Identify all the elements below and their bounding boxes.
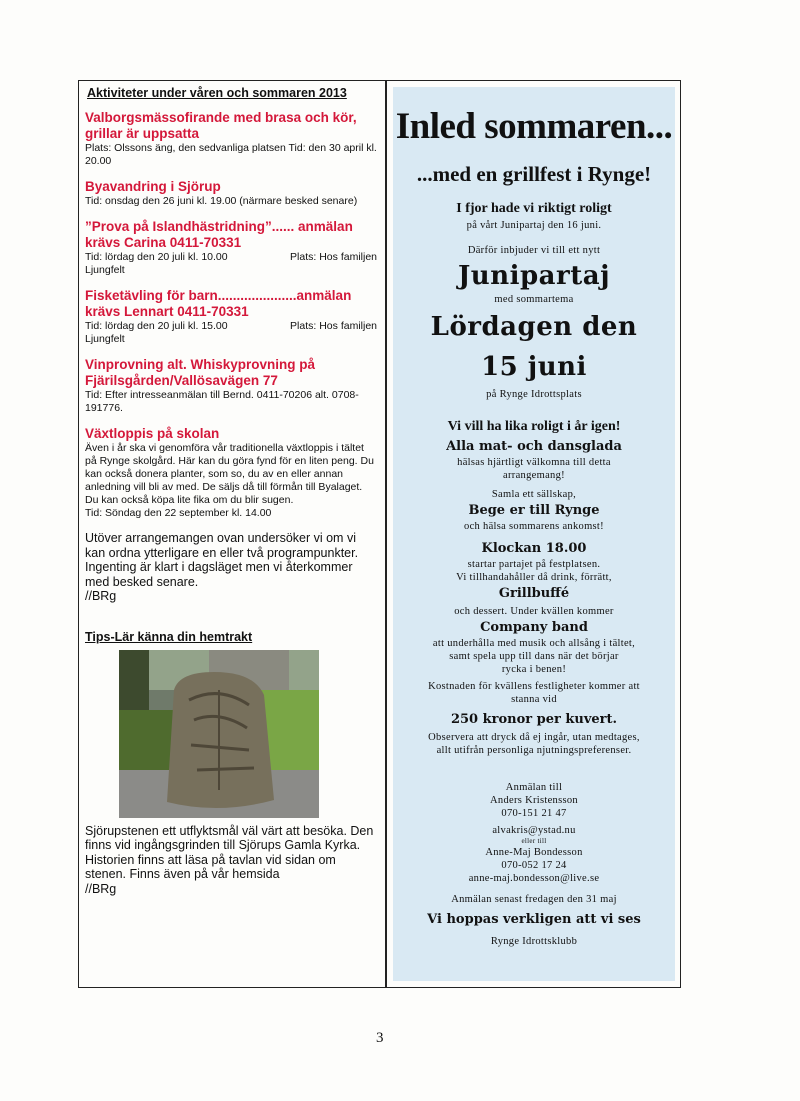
activity-fisketavling (85, 288, 377, 346)
poster-line: att underhålla med musik och allsång i tältet, (432, 638, 636, 649)
column-divider (385, 80, 387, 988)
activity-valborg (85, 110, 377, 168)
caption-signature: //BRg (85, 881, 117, 896)
poster-contact-name: Anders Kristensson (490, 795, 578, 806)
activity-detail-row (85, 320, 377, 333)
poster-line: på vårt Junipartaj den 16 juni. (466, 220, 602, 231)
poster-contact-phone: 070-151 21 47 (501, 808, 567, 819)
poster-contact-name: Anne-Maj Bondesson (485, 847, 583, 858)
poster-contact-email: alvakris@ystad.nu (492, 825, 576, 836)
activity-title: Vinprovning alt. Whiskyprovning på Fjärilsgården/Vallösavägen 77 (85, 357, 316, 388)
poster-line: stanna vid (511, 694, 557, 705)
poster-line: Grillbuffé (498, 586, 570, 601)
poster-line: Vi vill ha lika roligt i år igen! (447, 419, 621, 434)
activity-detail: Plats: Olssons äng, den sedvanliga platsen Tid: den 30 april kl. 20.00 (85, 142, 377, 167)
poster-line: Observera att dryck då ej ingår, utan medtages, (428, 732, 640, 743)
poster-price: 250 kronor per kuvert. (450, 712, 618, 727)
poster-line: allt utifrån personliga njutningspreferenser. (436, 745, 632, 756)
outro-signature: //BRg (85, 589, 117, 603)
poster-date-line: Lördagen den (430, 312, 638, 342)
poster-organizer: Rynge Idrottsklubb (490, 936, 578, 947)
activity-time: Tid: Söndag den 22 september kl. 14.00 (85, 507, 272, 519)
poster-subtitle: ...med en grillfest i Rynge! (416, 162, 652, 186)
activity-place: Plats: Hos familjen (290, 320, 377, 332)
poster-line: Anmälan till (505, 782, 563, 793)
poster-deadline: Anmälan senast fredagen den 31 maj (451, 894, 617, 905)
poster-line: Därför inbjuder vi till ett nytt (467, 245, 601, 256)
poster-line: rycka i benen! (501, 664, 567, 675)
activity-place: Plats: Hos familjen (290, 251, 377, 263)
poster-band: Company band (480, 620, 588, 635)
poster-closing: Vi hoppas verkligen att vi ses (427, 912, 641, 927)
poster-line: Alla mat- och dansglada (446, 439, 622, 454)
activity-islandhast (85, 219, 377, 277)
activity-detail: Tid: Efter intresseanmälan till Bernd. 0411-70206 alt. 0708-191776. (85, 389, 359, 414)
activity-title: Byavandring i Sjörup (85, 179, 221, 194)
poster-line: startar partajet på festplatsen. (467, 559, 601, 570)
activities-heading: Aktiviteter under våren och sommaren 2013 (87, 86, 347, 100)
poster-line: arrangemang! (503, 470, 565, 481)
photo-caption: Sjörupstenen ett utflyktsmål väl värt att besöka. Den finns vid ingångsgrinden till Sjörups Gamla Kyrka. Historien finns att läsa på tavlan vid sidan om stenen. Finns även på vår hemsida (85, 823, 374, 881)
runestone-photo (119, 650, 319, 818)
activities-column (85, 86, 377, 896)
page-number: 3 (376, 1030, 384, 1046)
activity-byavandring (85, 179, 377, 208)
activity-title: Fisketävling för barn.....................anmälan krävs Lennart 0411-70331 (85, 288, 352, 319)
activity-time: Tid: lördag den 20 juli kl. 10.00 (85, 251, 228, 263)
poster-line: och hälsa sommarens ankomst! (464, 521, 604, 532)
activity-title: ”Prova på Islandhästridning”...... anmälan krävs Carina 0411-70331 (85, 219, 353, 250)
poster-contact-email: anne-maj.bondesson@live.se (468, 873, 600, 884)
activity-title: Valborgsmässofirande med brasa och kör, grillar är uppsatta (85, 110, 357, 141)
poster-line: Bege er till Rynge (468, 503, 600, 518)
poster-time: Klockan 18.00 (481, 541, 587, 556)
activity-time: Tid: lördag den 20 juli kl. 15.00 (85, 320, 228, 332)
poster-venue: på Rynge Idrottsplats (486, 389, 582, 400)
poster-junipartaj: Junipartaj (458, 261, 610, 291)
poster-line: med sommartema (494, 294, 574, 305)
activity-detail-row (85, 251, 377, 264)
outro-text: Utöver arrangemangen ovan undersöker vi om vi kan ordna ytterligare en eller två programpunkter. Ingenting är klart i dagsläget men vi återkommer med besked senare. (85, 531, 359, 589)
poster-title: Inled sommaren... (395, 106, 673, 147)
poster-line: Samla ett sällskap, (491, 489, 577, 500)
activity-vaxtloppis (85, 426, 377, 520)
poster-line: eller till (521, 837, 547, 845)
poster-line: Vi tillhandahåller då drink, förrätt, (456, 572, 612, 583)
party-poster (393, 87, 675, 981)
activity-vinprovning (85, 357, 377, 415)
activity-detail: Tid: onsdag den 26 juni kl. 19.00 (närmare besked senare) (85, 195, 358, 207)
activity-detail: Även i år ska vi genomföra vår traditionella växtloppis i tältet på Rynge skolgård. Här kan du göra fynd för en liten peng. Du kan också donera planter, som so, du av en eller annan anledning vill bli av med. De säljs då till förmån till Byalaget. Du kan också köpa lite fika om du blir sugen. (85, 442, 374, 506)
poster-line: Kostnaden för kvällens festligheter kommer att (428, 681, 640, 692)
poster-date: 15 juni (481, 352, 587, 382)
tips-heading: Tips-Lär känna din hemtrakt (85, 629, 253, 644)
poster-line: samt spela upp till dans när det börjar (449, 651, 619, 662)
poster-line: och dessert. Under kvällen kommer (454, 606, 614, 617)
poster-line: hälsas hjärtligt välkomna till detta (457, 457, 611, 468)
poster-line: I fjor hade vi riktigt roligt (456, 201, 612, 216)
activity-place-tail: Ljungfelt (85, 264, 125, 276)
activity-title: Växtloppis på skolan (85, 426, 220, 441)
activity-place-tail: Ljungfelt (85, 333, 125, 345)
poster-contact-phone: 070-052 17 24 (501, 860, 567, 871)
